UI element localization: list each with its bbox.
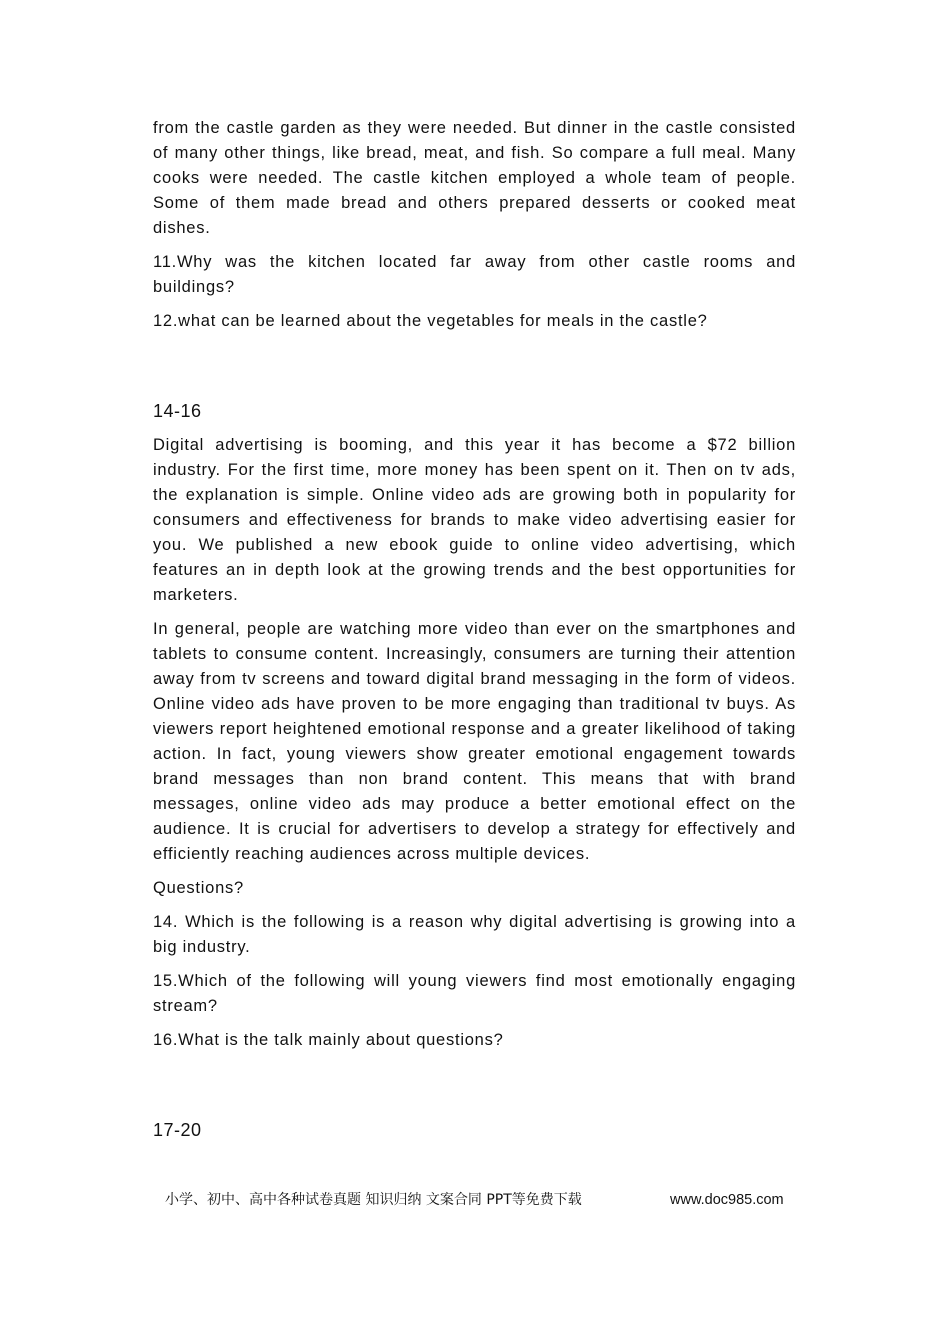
question-16: 16.What is the talk mainly about questions? [153,1031,504,1049]
passage-text: from the castle garden as they were needed. But dinner in the castle consisted of many other things, like bread, meat, and fish. So compare a full meal. Many cooks were needed. The castle kitchen employed a whole team of people. Some of them made bread and others prepared desserts or cooked meat dishes. [153,119,796,237]
spacer [153,1062,796,1118]
page-footer [165,1190,790,1210]
question-12: 12.what can be learned about the vegetables for meals in the castle? [153,312,708,330]
section-heading-17-20: 17-20 [153,1120,202,1140]
section-heading-14-16: 14-16 [153,401,202,421]
question-14: 14. Which is the following is a reason why digital advertising is growing into a big industry. [153,913,796,956]
questions-label: Questions? [153,879,244,897]
passage-paragraph-2: In general, people are watching more video than ever on the smartphones and tablets to consume content. Increasingly, consumers are turning their attention away from tv screens and toward digital brand messaging in the form of videos. Online video ads have proven to be more engaging than traditional tv buys. As viewers report heightened emotional response and a greater likelihood of taking action. In fact, young viewers show greater emotional engagement towards brand messages than non brand content. This means that with brand messages, online video ads may produce a better emotional effect on the audience. It is crucial for advertisers to develop a strategy for effectively and efficiently reaching audiences across multiple devices. [153,620,796,863]
question-11: 11.Why was the kitchen located far away from other castle rooms and buildings? [153,253,796,296]
document-page [153,116,796,1152]
passage-paragraph-1: Digital advertising is booming, and this year it has become a $72 billion industry. For the first time, more money has been spent on it. Then on tv ads, the explanation is simple. Online video ads are growing both in popularity for consumers and effectiveness for brands to make video advertising easier for you. We published a new ebook guide to online video advertising, which features an in depth look at the growing trends and the best opportunities for marketers. [153,436,796,604]
footer-url[interactable]: www.doc985.com [670,1192,784,1208]
footer-text: 小学、初中、高中各种试卷真题 知识归纳 文案合同 PPT等免费下载 [165,1192,582,1208]
spacer [153,343,796,399]
question-15: 15.Which of the following will young viewers find most emotionally engaging stream? [153,972,796,1015]
